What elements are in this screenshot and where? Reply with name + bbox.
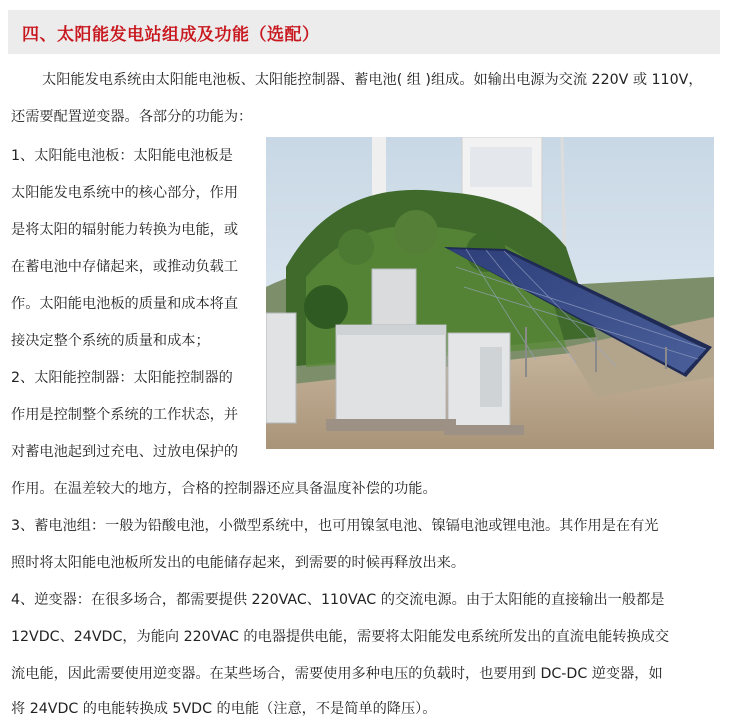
item2-line-3: 对蓄电池起到过充电、过放电保护的: [11, 444, 239, 460]
solar-station-photo: [266, 137, 714, 449]
section-title-bar: [8, 10, 720, 54]
section-title: 四、太阳能发电站组成及功能（选配）: [22, 25, 320, 45]
item2-line-4: 作用。在温差较大的地方，合格的控制器还应具备温度补偿的功能。: [11, 481, 437, 497]
item1-line-2: 太阳能发电系统中的核心部分，作用: [11, 185, 239, 201]
item1-line-4: 在蓄电池中存储起来，或推动负载工: [11, 259, 239, 275]
item4-line-4: 将 24VDC 的电能转换成 5VDC 的电能（注意，不是简单的降压）。: [11, 701, 437, 717]
intro-line-1: 太阳能发电系统由太阳能电池板、太阳能控制器、蓄电池( 组 )组成。如输出电源为交流 220V 或 110V，: [42, 72, 703, 88]
item4-line-1: 4、逆变器：在很多场合，都需要提供 220VAC、110VAC 的交流电源。由于太阳能的直接输出一般都是: [11, 592, 665, 608]
item2-line-2: 作用是控制整个系统的工作状态，并: [11, 407, 239, 423]
item3-line-1: 3、蓄电池组：一般为铅酸电池，小微型系统中，也可用镍氢电池、镍镉电池或锂电池。其作用是在有光: [11, 518, 659, 534]
item1-line-6: 接决定整个系统的质量和成本；: [11, 333, 210, 349]
item4-line-2: 12VDC、24VDC，为能向 220VAC 的电器提供电能，需要将太阳能发电系统所发出的直流电能转换成交: [11, 629, 670, 645]
item3-line-2: 照时将太阳能电池板所发出的电能储存起来，到需要的时候再释放出来。: [11, 555, 466, 571]
item1-line-1: 1、太阳能电池板：太阳能电池板是: [11, 148, 233, 164]
item1-line-5: 作。太阳能电池板的质量和成本将直: [11, 296, 239, 312]
intro-line-2: 还需要配置逆变器。各部分的功能为：: [11, 109, 253, 125]
item4-line-3: 流电能，因此需要使用逆变器。在某些场合，需要使用多种电压的负载时，也要用到 DC-DC 逆变器，如: [11, 666, 663, 682]
item1-line-3: 是将太阳的辐射能力转换为电能，或: [11, 222, 239, 238]
item2-line-1: 2、太阳能控制器：太阳能控制器的: [11, 370, 233, 386]
